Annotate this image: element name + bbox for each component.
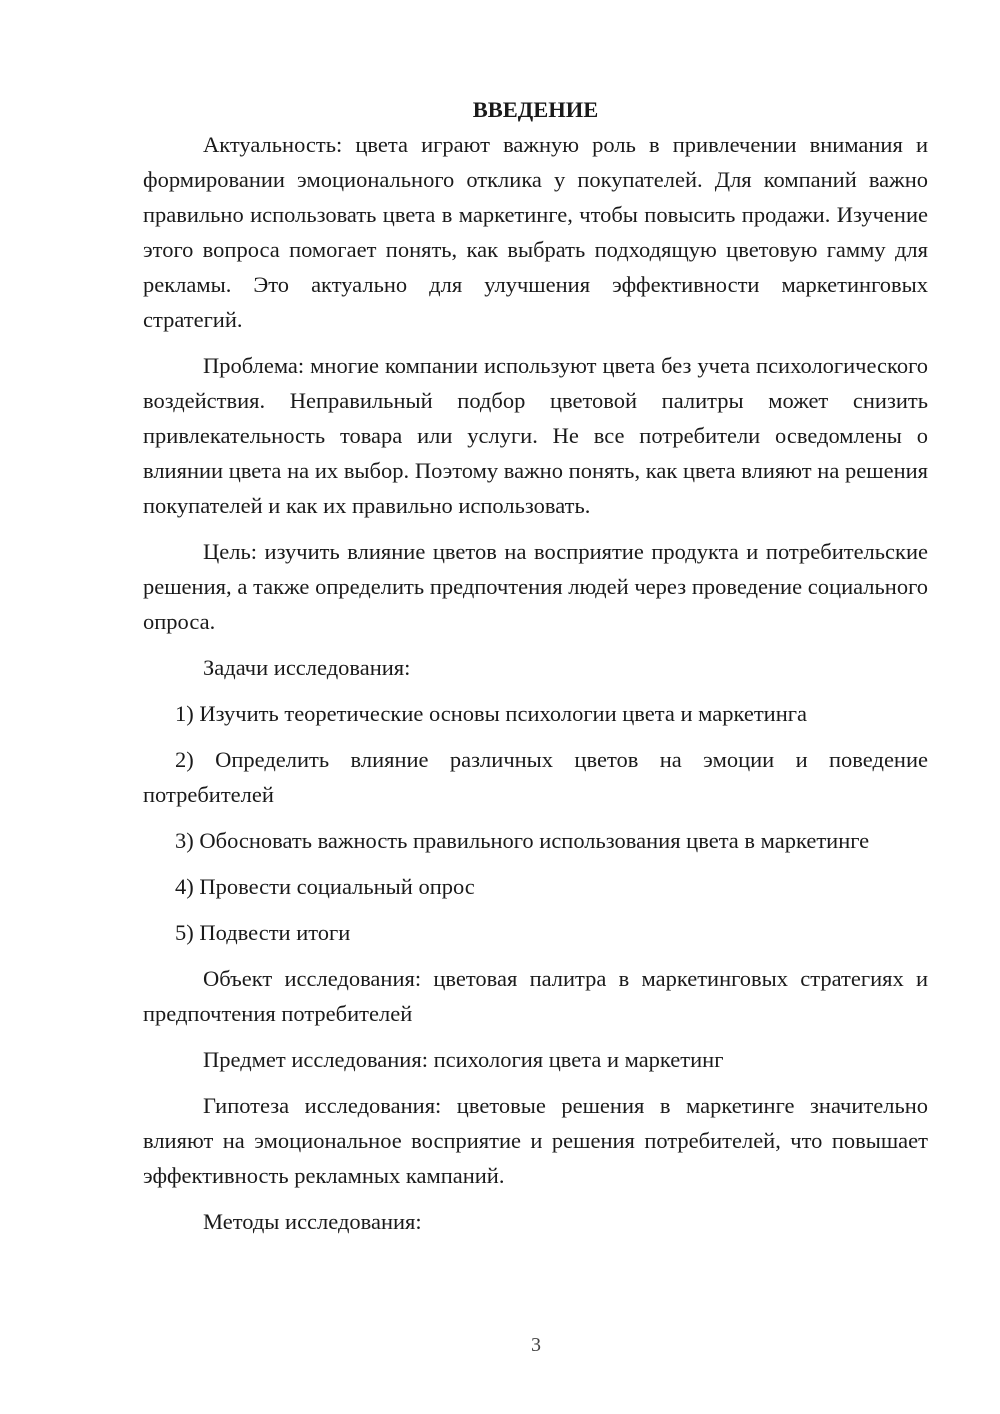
page-content [143,92,928,1239]
page-number: 3 [531,1334,541,1356]
paragraph-subject: Предмет исследования: психология цвета и маркетинг [203,1047,724,1072]
task-item-4: 4) Провести социальный опрос [175,874,475,899]
section-title: ВВЕДЕНИЕ [472,97,599,122]
paragraph-methods: Методы исследования: [203,1209,422,1234]
paragraph-object: Объект исследования: цветовая палитра в маркетинговых стратегиях и предпочтения потребителей [143,966,928,1026]
task-item-1: 1) Изучить теоретические основы психологии цвета и маркетинга [175,701,807,726]
task-item-5: 5) Подвести итоги [175,920,351,945]
paragraph-problem: Проблема: многие компании используют цвета без учета психологического воздействия. Неправильный подбор цветовой палитры может снизить привлекательность товара или услуги. Не все потребители осведомлены о влиянии цвета на их выбор. Поэтому важно понять, как цвета влияют на решения покупателей и как их правильно использовать. [143,353,928,518]
paragraph-goal: Цель: изучить влияние цветов на восприятие продукта и потребительские решения, а также определить предпочтения людей через проведение социального опроса. [143,539,928,634]
paragraph-hypothesis: Гипотеза исследования: цветовые решения в маркетинге значительно влияют на эмоциональное восприятие и решения потребителей, что повышает эффективность рекламных кампаний. [143,1093,928,1188]
paragraph-tasks-heading: Задачи исследования: [203,655,411,680]
task-item-2: 2) Определить влияние различных цветов на эмоции и поведение потребителей [143,747,928,807]
paragraph-relevance: Актуальность: цвета играют важную роль в привлечении внимания и формировании эмоционального отклика у покупателей. Для компаний важно правильно использовать цвета в маркетинге, чтобы повысить продажи. Изучение этого вопроса помогает понять, как выбрать подходящую цветовую гамму для рекламы. Это актуально для улучшения эффективности маркетинговых стратегий. [143,132,928,332]
task-item-3: 3) Обосновать важность правильного использования цвета в маркетинге [175,828,870,853]
